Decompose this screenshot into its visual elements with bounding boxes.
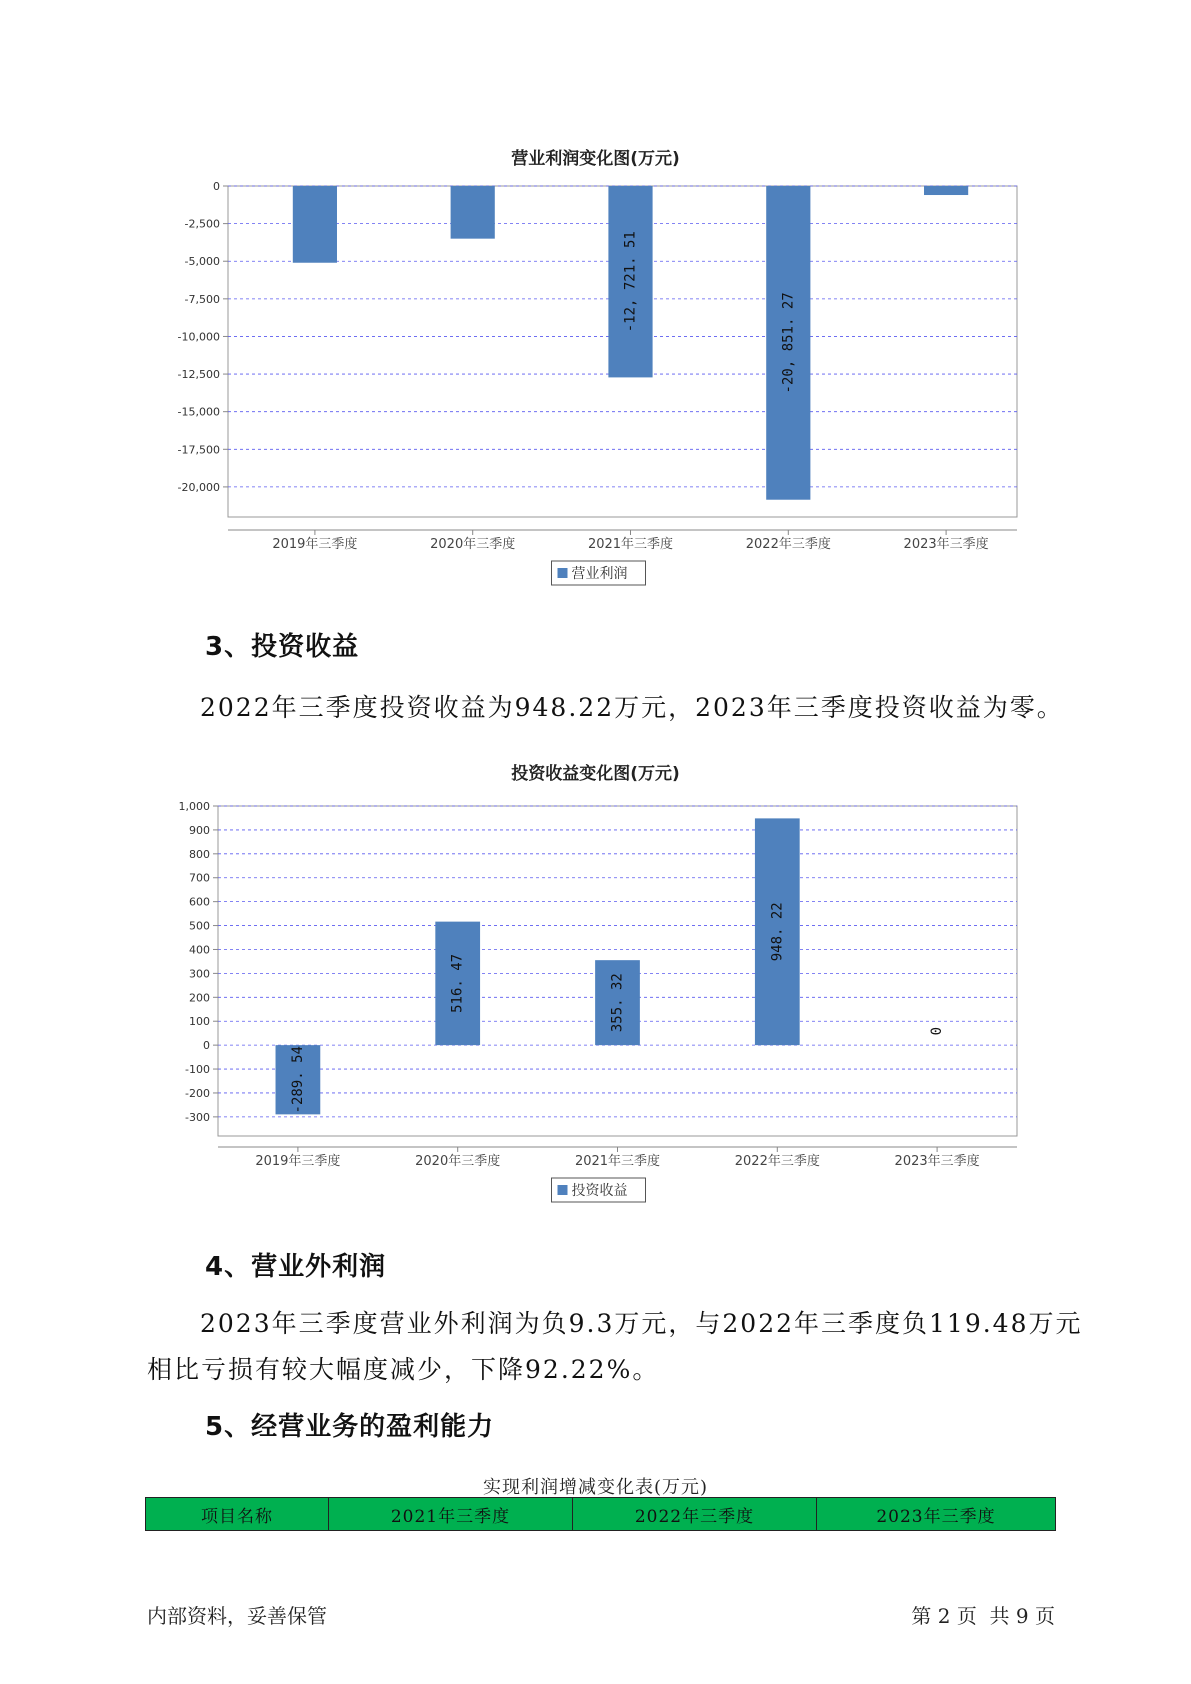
y-tick-label: -7,500 [184, 292, 220, 306]
y-tick-label: -20,000 [177, 480, 220, 494]
y-tick-label: -300 [185, 1110, 210, 1124]
section-heading-profitability: 5、经营业务的盈利能力 [205, 1412, 495, 1442]
chart-title-investment-income: 投资收益变化图(万元) [511, 764, 680, 784]
legend [552, 561, 646, 585]
footer-page-number: 第 2 页 共 9 页 [911, 1604, 1055, 1628]
investment-income-paragraph: 2022年三季度投资收益为948.22万元，2023年三季度投资收益为零。 [200, 693, 1064, 722]
operating-profit-chart [0, 170, 1191, 590]
table-header-cell: 项目名称 [146, 1498, 329, 1531]
chart-title-operating-profit: 营业利润变化图(万元) [511, 149, 680, 169]
section-heading-investment-income: 3、投资收益 [205, 632, 360, 662]
y-tick-label: 1,000 [178, 800, 210, 813]
y-tick-label: 700 [189, 871, 210, 885]
y-tick-label: -17,500 [177, 443, 220, 457]
x-tick-label: 2020年三季度 [415, 1154, 501, 1169]
legend-label: 投资收益 [571, 1183, 628, 1199]
bar-value-label: 516. 47 [449, 953, 466, 1013]
x-tick-label: 2022年三季度 [734, 1154, 820, 1169]
x-tick-label: 2023年三季度 [894, 1154, 980, 1169]
y-tick-label: 0 [203, 1039, 210, 1053]
y-tick-label: 0 [213, 180, 220, 193]
y-tick-label: 800 [189, 847, 210, 861]
y-tick-label: 900 [189, 823, 210, 837]
investment-income-chart [0, 790, 1191, 1210]
profit-change-table [145, 1497, 1056, 1531]
non-operating-paragraph-line2: 相比亏损有较大幅度减少，下降92.22%。 [147, 1355, 660, 1384]
bar [451, 186, 495, 239]
bar-value-label: 355. 32 [609, 973, 626, 1033]
legend-swatch [558, 568, 568, 578]
x-tick-label: 2019年三季度 [272, 537, 358, 552]
y-tick-label: 400 [189, 943, 210, 957]
footer-confidential: 内部资料，妥善保管 [147, 1604, 327, 1628]
x-tick-label: 2019年三季度 [255, 1154, 341, 1169]
y-tick-label: 100 [189, 1015, 210, 1029]
bar-value-label: 948. 22 [769, 902, 786, 962]
y-tick-label: -2,500 [184, 217, 220, 231]
y-tick-label: -10,000 [177, 330, 220, 344]
x-tick-label: 2021年三季度 [587, 537, 674, 552]
y-tick-label: -200 [185, 1086, 210, 1100]
y-tick-label: 500 [189, 919, 210, 933]
legend-swatch [558, 1185, 568, 1195]
bar [293, 186, 337, 263]
section-heading-non-operating-profit: 4、营业外利润 [205, 1252, 387, 1282]
x-tick-label: 2021年三季度 [574, 1154, 661, 1169]
y-tick-label: 600 [189, 895, 210, 909]
bar [924, 186, 968, 195]
y-tick-label: -100 [185, 1063, 210, 1077]
y-tick-label: -12,500 [177, 368, 220, 382]
x-tick-label: 2022年三季度 [745, 537, 831, 552]
bar-value-label: -20, 851. 27 [780, 292, 797, 394]
table-header-row [146, 1498, 1056, 1531]
table-header-cell: 2023年三季度 [817, 1498, 1056, 1531]
non-operating-paragraph-line1: 2023年三季度营业外利润为负9.3万元，与2022年三季度负119.48万元 [200, 1309, 1083, 1338]
legend-label: 营业利润 [571, 566, 628, 582]
y-tick-label: -15,000 [177, 405, 220, 419]
x-tick-label: 2020年三季度 [430, 537, 516, 552]
bar-value-label: -289. 54 [289, 1046, 306, 1114]
table-header-cell: 2021年三季度 [329, 1498, 573, 1531]
table-header-cell: 2022年三季度 [573, 1498, 817, 1531]
y-tick-label: 300 [189, 967, 210, 981]
legend [552, 1178, 646, 1202]
y-tick-label: -5,000 [184, 255, 220, 269]
y-tick-label: 200 [189, 991, 210, 1005]
bar-value-label: -12, 721. 51 [622, 231, 639, 333]
x-tick-label: 2023年三季度 [903, 537, 989, 552]
table-title: 实现利润增减变化表(万元) [482, 1477, 709, 1498]
bar-value-label: 0 [929, 1026, 946, 1036]
